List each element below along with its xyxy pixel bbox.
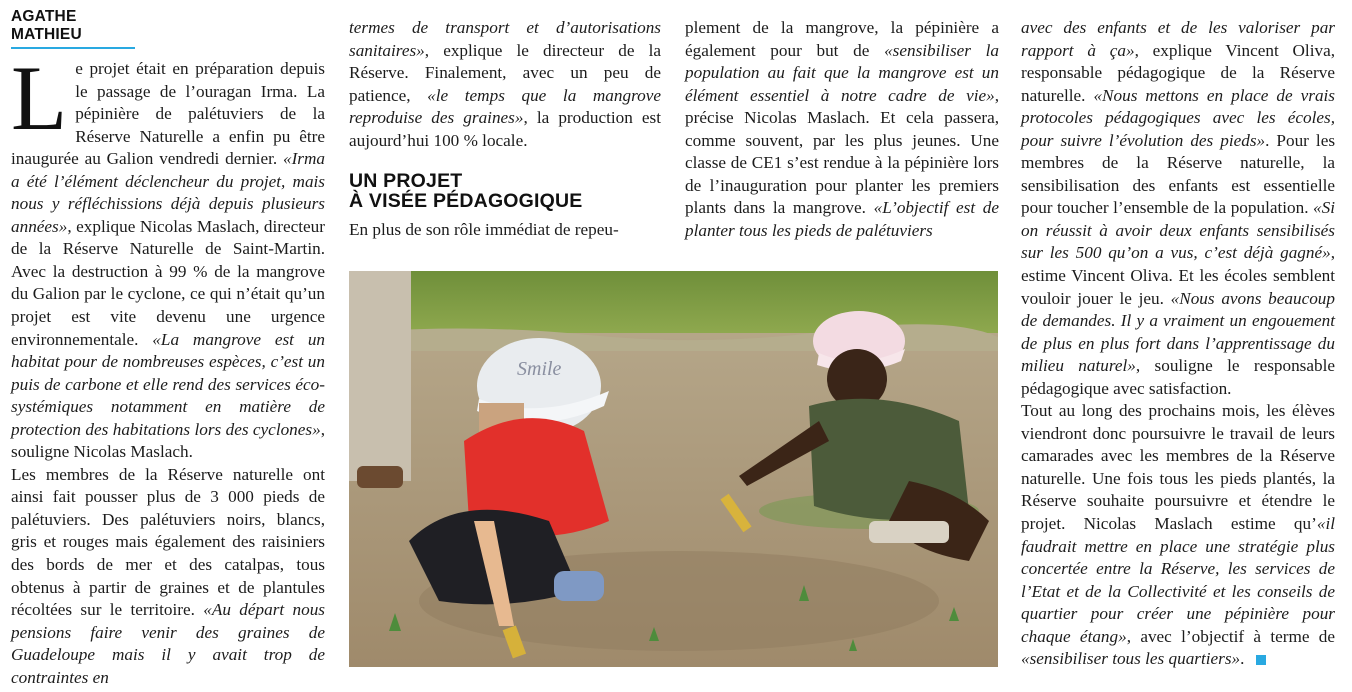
paragraph: Les membres de la Réserve naturelle ont ainsi fait pousser plus de 3 000 pieds de palétuviers. Des palétuviers noirs, blancs, gris et rouges mais également des raisiniers des bords de mer et des catalpas, tous obtenus à partir de graines et de plantules récoltées sur le territoire. «Au départ nous pensions faire venir des graines de Guadeloupe mais il y avait trop de contraintes en — [11, 464, 325, 687]
paragraph: avec des enfants et de les valoriser par rapport à ça», explique Vincent Oliva, responsable pédagogique de la Réserve naturelle. «Nous mettons en place de vrais protocoles pédagogiques avec les écoles, pour suivre l’évolution des pieds». Pour les membres de la Réserve naturelle, la sensibilisation des enfants est essentielle pour toucher l’ensemble de la population. «Si on réussit à avoir deux enfants sensibilisés sur les 500 qu’on a vus, c’est déjà gagné», estime Vincent Oliva. Et les écoles semblent vouloir jouer le jeu. «Nous avons beaucoup de demandes. Il y a vraiment un engouement de plus en plus fort dans l’apprentissage du milieu naturel», souligne le responsable pédagogique avec satisfaction. — [1021, 18, 1336, 398]
paragraph: plement de la mangrove, la pépinière a également pour but de «sensibiliser la population au fait que la mangrove est un élément essentiel à notre cadre de vie», précise Nicolas Maslach. Et cela passera, comme souvent, par les plus jeunes. Une classe de CE1 s’est rendue à la pépinière lors de l’inauguration pour planter les premiers plants dans la mangrove. «L’objectif est de planter tous les pieds de palétuviers — [685, 18, 1000, 240]
end-of-article-mark — [1256, 655, 1266, 665]
drop-cap: L — [11, 47, 68, 149]
article-photo — [349, 271, 998, 667]
article-column-2 — [349, 17, 661, 152]
paragraph: Le projet était en préparation depuis le passage de l’ouragan Irma. La pépinière de palétuviers de la Réserve Naturelle a enfin pu être inaugurée au Galion vendredi dernier. «Irma a été l’élément déclencheur du projet, mais nous y réfléchissions déjà depuis plusieurs années», explique Nicolas Maslach, directeur de la Réserve Naturelle de Saint-Martin. Avec la destruction à 99 % de la mangrove du Galion par le cyclone, ce qui n’était qu’un projet est vite devenu une urgence environnementale. «La mangrove est un habitat pour de nombreuses espèces, c’est un puis de carbone et elle rend des services éco-systémiques notamment en matière de protection des habitations lors des cyclones», souligne Nicolas Maslach. — [11, 47, 326, 462]
paragraph: En plus de son rôle immédiat de repeu- — [349, 220, 619, 239]
article-column-3 — [685, 17, 999, 242]
section-subheading: UN PROJET À VISÉE PÉDAGOGIQUE — [349, 170, 583, 212]
paragraph: termes de transport et d’autorisations sanitaires», explique le directeur de la Réserve. Finalement, avec un peu de patience, «le temps que la mangrove reproduise des graines», la production est aujourd’hui 100 % locale. — [349, 18, 661, 150]
cap-text: Smile — [517, 358, 562, 380]
paragraph: Tout au long des prochains mois, les élèves viendront donc poursuivre le travail de leurs camarades avec les membres de la Réserve naturelle. Une fois tous les pieds plantés, la Réserve souhaite poursuivre et étendre le projet. Nicolas Maslach estime qu’«il faudrait mettre en place une stratégie plus concertée entre la Réserve, les services de l’Etat et de la Collectivité et les conseils de quartier pour créer une pépinière pour chaque étang», avec l’objectif à terme de «sensibiliser tous les quartiers». — [1021, 401, 1335, 669]
article-column-2-continued — [349, 219, 661, 242]
background-vegetation — [349, 271, 998, 333]
adult-leg — [349, 271, 411, 481]
article-column-4 — [1021, 17, 1335, 671]
author-byline: AGATHE MATHIEU — [11, 8, 135, 49]
article-column-1 — [11, 47, 326, 689]
